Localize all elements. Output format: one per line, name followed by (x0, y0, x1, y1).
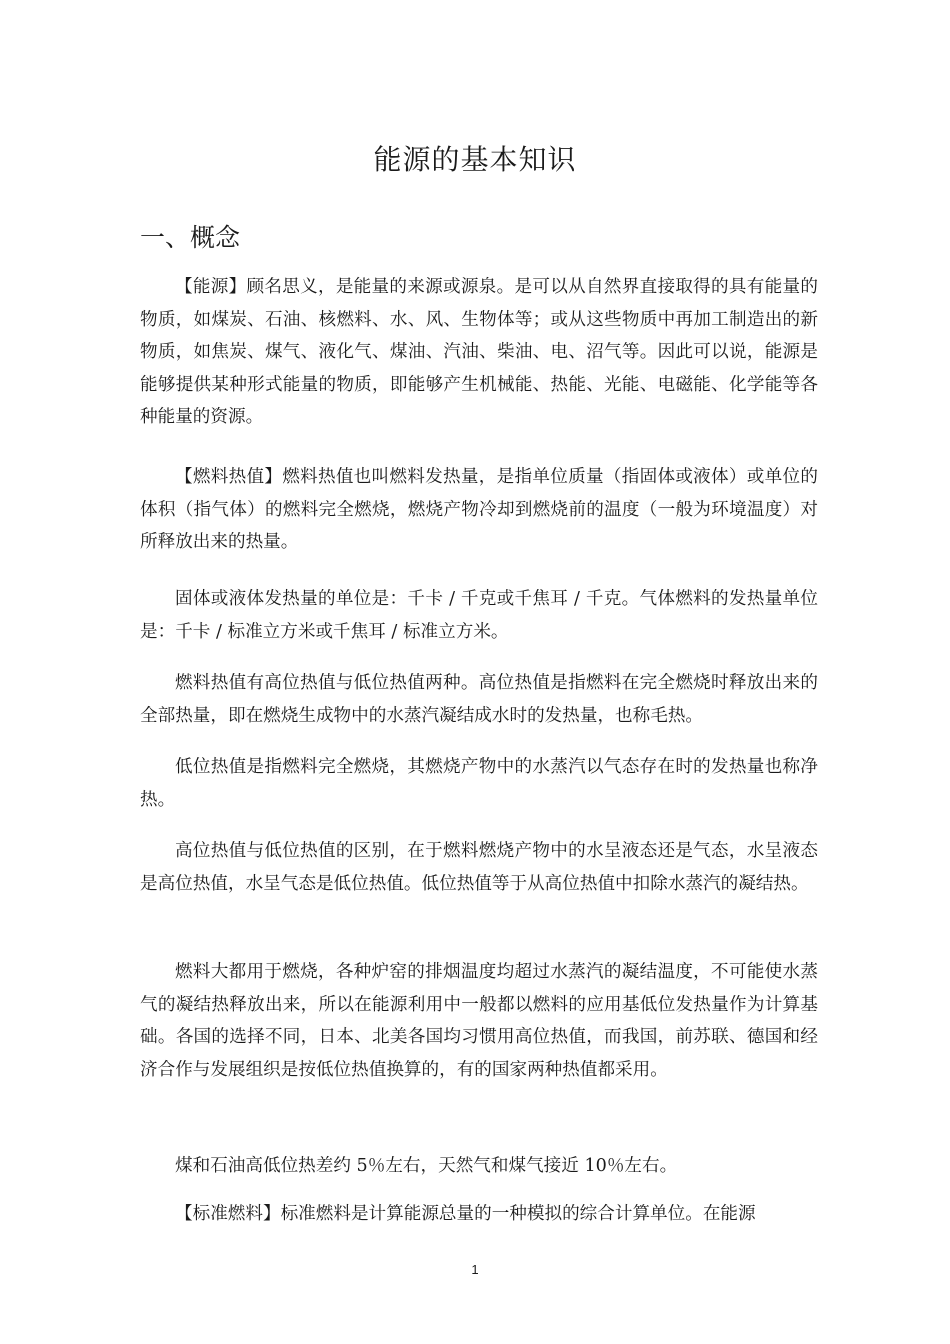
paragraph-fuel-usage: 燃料大都用于燃烧，各种炉窑的排烟温度均超过水蒸汽的凝结温度，不可能使水蒸气的凝结热释放出来，所以在能源利用中一般都以燃料的应用基低位发热量作为计算基础。各国的选择不同，日本、北美各国均习惯用高位热值，而我国，前苏联、德国和经济合作与发展组织是按低位热值换算的，有的国家两种热值都采用。 (140, 962, 818, 1080)
paragraph-heat-difference: 煤和石油高低位热差约 5％左右，天然气和煤气接近 10％左右。 (175, 1156, 678, 1176)
paragraph-fuel-calorific-value: 【燃料热值】燃料热值也叫燃料发热量，是指单位质量（指固体或液体）或单位的体积（指气体）的燃料完全燃烧，燃烧产物冷却到燃烧前的温度（一般为环境温度）对所释放出来的热量。 (140, 467, 818, 552)
document-title: 能源的基本知识 (373, 143, 577, 176)
paragraph-low-value: 低位热值是指燃料完全燃烧，其燃烧产物中的水蒸汽以气态存在时的发热量也称净热。 (140, 757, 818, 810)
section-heading: 一、概念 (140, 223, 241, 252)
paragraph-difference: 高位热值与低位热值的区别，在于燃料燃烧产物中的水呈液态还是气态，水呈液态是高位热值，水呈气态是低位热值。低位热值等于从高位热值中扣除水蒸汽的凝结热。 (140, 841, 818, 894)
paragraph-standard-fuel: 【标准燃料】标准燃料是计算能源总量的一种模拟的综合计算单位。在能源 (175, 1204, 756, 1224)
paragraph-high-low-values: 燃料热值有高位热值与低位热值两种。高位热值是指燃料在完全燃烧时释放出来的全部热量，即在燃烧生成物中的水蒸汽凝结成水时的发热量，也称毛热。 (140, 673, 818, 726)
paragraph-energy-definition: 【能源】顾名思义，是能量的来源或源泉。是可以从自然界直接取得的具有能量的物质，如煤炭、石油、核燃料、水、风、生物体等；或从这些物质中再加工制造出的新物质，如焦炭、煤气、液化气、煤油、汽油、柴油、电、沼气等。因此可以说，能源是能够提供某种形式能量的物质，即能够产生机械能、热能、光能、电磁能、化学能等各种能量的资源。 (140, 277, 818, 427)
paragraph-units: 固体或液体发热量的单位是：千卡 / 千克或千焦耳 / 千克。气体燃料的发热量单位是：千卡 / 标准立方米或千焦耳 / 标准立方米。 (140, 589, 818, 642)
page-number: 1 (471, 1262, 479, 1277)
